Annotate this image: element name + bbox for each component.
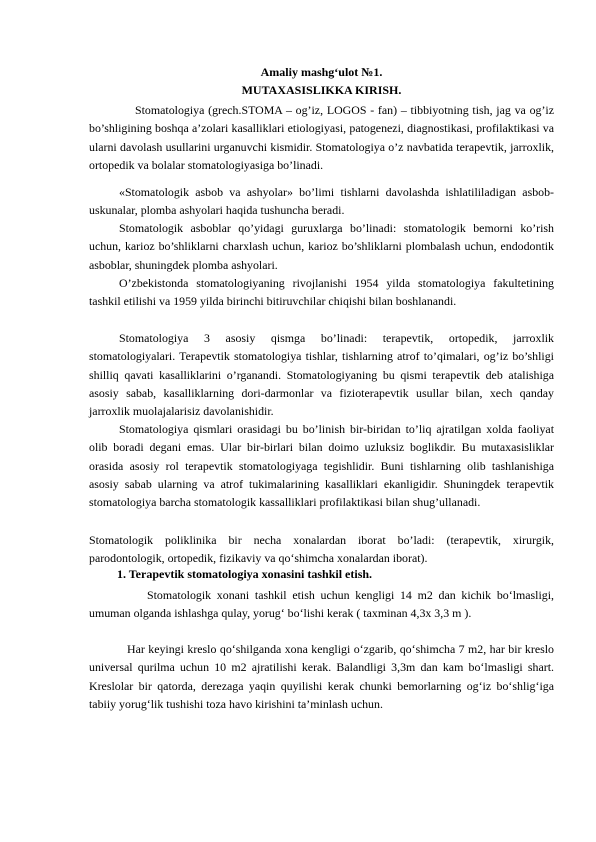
paragraph-room-size: Stomatologik xonani tashkil etish uchun kengligi 14 m2 dan kichik bo‘lmasligi, umuman olganda ishlashga qulay, yorug‘ bo‘lishi kerak ( taxminan 4,3x 3,3 m ). [89, 588, 554, 621]
page-title: Amaliy mashg‘ulot №1. [260, 65, 383, 79]
paragraph-tool-groups: Stomatologik asboblar qo’yidagi guruxlarga bo’linadi: stomatologik bemorni ko’rish uchun, karioz bo’shliklarni charxlash uchun, karioz bo’shliklarni plombalash uchun, endodontik asboblar, shuningdek plomba ashyolari. [89, 221, 554, 272]
paragraph-branches: Stomatologiya 3 asosiy qismga bo’linadi: terapevtik, ortopedik, jarroxlik stomatologiyalari. Terapevtik stomatologiya tishlar, tishlarning atrof to’qimalari, og’iz bo’shligi shilliq qavati kasalliklarini o’rganandi. Stomatologiyaning bu qismi terapevtik deb atalishiga asosiy sabab, kasalliklarning dori-darmonlar va fizioterapevtik usullar bilan, xech qanday jarroxlik muolajalarisiz davolanishidir. [89, 331, 554, 419]
paragraph-chair-placement: Har keyingi kreslo qo‘shilganda xona kengligi o‘zgarib, qo‘shimcha 7 m2, har bir kreslo universal qurilma uchun 10 m2 ajratilishi kerak. Balandligi 3,3m dan kam bo‘lmasligi shart. Kreslolar bir qatorda, derezaga yaqin quyilishi kerak chunki bemorlarning og‘iz bo‘shlig‘iga tabiiy yorug‘lik tushishi toza havo kirishini ta’minlash uchun. [89, 642, 554, 711]
paragraph-division: Stomatologiya qismlari orasidagi bu bo’linish bir-biridan to’liq ajratilgan xolda faoliyat olib boradi degani emas. Ular bir-birlari bilan doimo uzluksiz boglikdir. Bu mutaxasisliklar orasida asosiy rol terapevtik stomatologiyaga tegishlidir. Buni tishlarning olib tashlanishiga asosiy sabab ularning va atrof tukimalarining kasalliklari ekanligidir. Shuningdek terapevtik stomatologiya barcha stomatologik kassalliklari profilaktikasi bilan shug’ullanadi. [89, 422, 554, 510]
paragraph-history: O’zbekistonda stomatologiyaning rivojlanishi 1954 yilda stomatologiya fakultetining tashkil etilishi va 1959 yilda birinchi bitiruvchilar chiqishi bilan boshlanandi. [89, 276, 554, 309]
section-heading: 1. Terapevtik stomatologiya xonasini tashkil etish. [117, 567, 373, 581]
paragraph-polyclinic: Stomatologik poliklinika bir necha xonalardan iborat bo’ladi: (terapevtik, xirurgik, parodontologik, ortopedik, fizikaviy va qo‘shimcha xonalardan iborat). [89, 533, 554, 566]
paragraph-tools-section: «Stomatologik asbob va ashyolar» bo’limi tishlarni davolashda ishlatililadigan asbob-uskunalar, plomba ashyolari haqida tushuncha beradi. [89, 185, 554, 218]
page-subtitle: MUTAXASISLIKKA KIRISH. [241, 83, 402, 97]
paragraph-definition: Stomatologiya (grech.STOMA – og’iz, LOGOS - fan) – tibbiyotning tish, jag va og’iz bo’shligining boshqa a’zolari kasalliklari etiologiyasi, patogenezi, diagnostikasi, profilaktikasi va ularni davolash usullarini urganuvchi kismidir. Stomatologiya o’z navbatida terapevtik, jarroxlik, ortopedik va bolalar stomatologiyasiga bo’linadi. [89, 103, 554, 172]
